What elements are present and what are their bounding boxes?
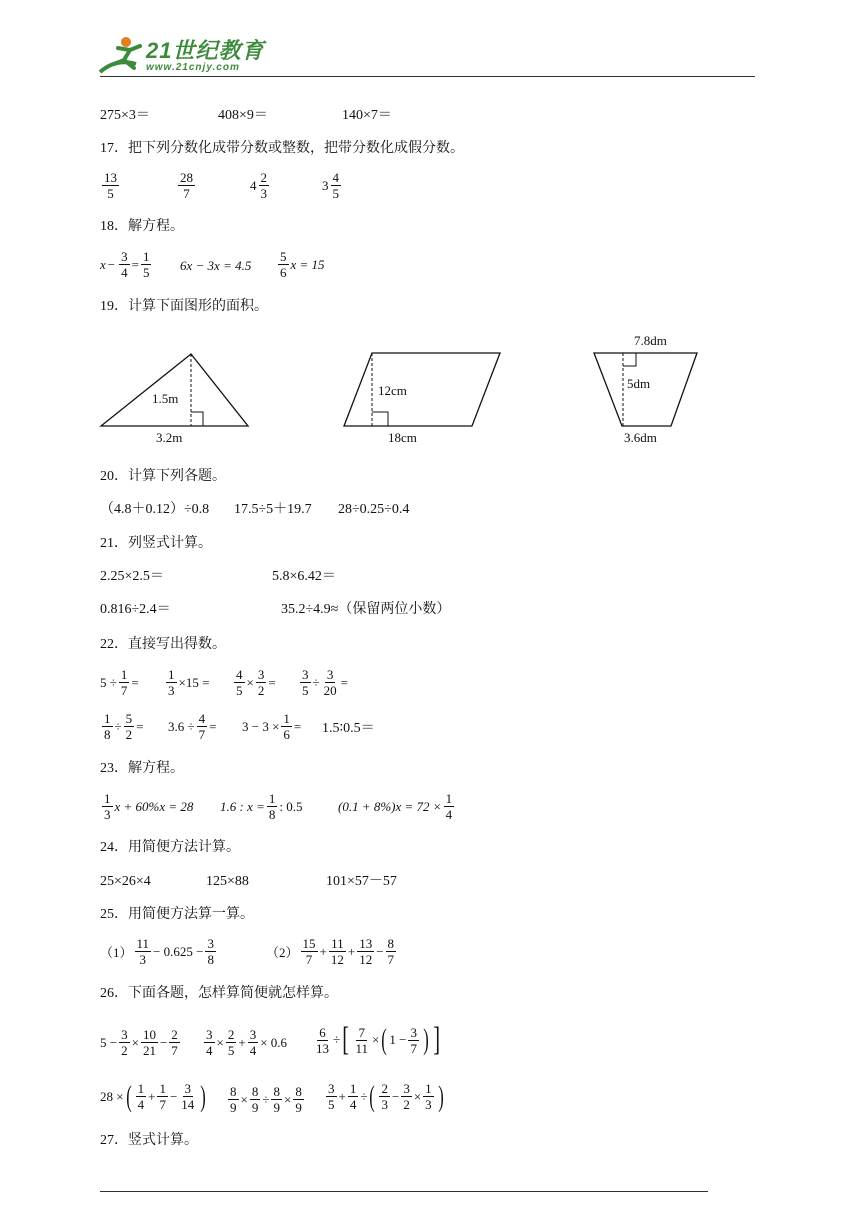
trapezoid-bottom-label: 3.6dm — [624, 430, 657, 445]
q25-part-2: （2） $\frac{15}{7}$ + $\frac{11}{12}$ + $\frac{13}{12}$ − $\frac{8}{7}$ — [266, 936, 395, 967]
q23-equation-3: (0.1 + 8%)x = 72 × $\frac{1}{4}$ — [338, 791, 453, 822]
q20-item-2: 17.5÷5＋19.7 — [234, 502, 312, 517]
q16-item-1: 275×3＝ — [100, 108, 150, 123]
q26-item-3: $\frac{6}{13}$ ÷ [ $\frac{7}{11}$ × ( 1 − $\frac{3}{7}$ ) ] — [316, 1021, 440, 1058]
q18-equation-2: 6x − 3x = 4.5 — [180, 258, 252, 273]
q26-item-4: 28 × ( $\frac{1}{4}$ + $\frac{1}{7}$ − $\frac{3}{14}$ ) — [100, 1079, 207, 1113]
parallelogram-shape — [344, 353, 500, 426]
trapezoid-top-label: 7.8dm — [634, 333, 667, 348]
q17-fraction-1: $\frac{13}{5}$ — [104, 170, 117, 201]
q22-item-5: $\frac{1}{8}$ ÷ $\frac{5}{2}$ = — [104, 711, 144, 742]
q23-equation-1: $\frac{1}{3}$ x + 60%x = 28 — [104, 791, 194, 822]
q26-item-5: $\frac{8}{9}$ × $\frac{8}{9}$ ÷ $\frac{8}{9}$ × $\frac{8}{9}$ — [230, 1084, 302, 1115]
q22-item-3: $\frac{4}{5}$ × $\frac{3}{2}$ = — [236, 667, 276, 698]
q20-title: 20．计算下列各题。 — [100, 469, 226, 484]
q21-item-3: 0.816÷2.4＝ — [100, 602, 171, 617]
q22-item-7: 3 − 3 × $\frac{1}{6}$ = — [242, 711, 302, 742]
q26-item-2: $\frac{3}{4}$ × $\frac{2}{5}$ + $\frac{3}{4}$ × 0.6 — [206, 1027, 288, 1058]
q18-equation-3: $\frac{5}{6}$ x = 15 — [280, 249, 325, 280]
triangle-base-label: 3.2m — [156, 430, 183, 445]
logo-url: www.21cnjy.com — [146, 62, 240, 73]
triangle-shape — [101, 354, 248, 426]
q16-item-2: 408×9＝ — [218, 108, 268, 123]
q20-item-3: 28÷0.25÷0.4 — [338, 502, 410, 517]
q22-item-8: 1.5∶0.5＝ — [322, 721, 375, 736]
q26-item-6: $\frac{3}{5}$ + $\frac{1}{4}$ ÷ ( $\frac{2}{3}$ − $\frac{3}{2}$ × $\frac{1}{3}$ ) — [328, 1079, 444, 1113]
q17-title: 17．把下列分数化成带分数或整数，把带分数化成假分数。 — [100, 141, 464, 156]
q16-item-3: 140×7＝ — [342, 108, 392, 123]
q20-item-1: （4.8＋0.12）÷0.8 — [100, 502, 210, 517]
q18-equation-1: x − $\frac{3}{4}$ = $\frac{1}{5}$ — [100, 249, 150, 280]
q24-title: 24．用简便方法计算。 — [100, 840, 240, 855]
q17-mixed-2: 3 $\frac{4}{5}$ — [322, 170, 339, 201]
q23-equation-2: 1.6 : x = $\frac{1}{8}$ : 0.5 — [220, 791, 303, 822]
q25-part-1: （1） $\frac{11}{3}$ − 0.625 − $\frac{3}{8}$ — [100, 936, 214, 967]
q21-item-2: 5.8×6.42＝ — [272, 569, 336, 584]
q22-item-6: 3.6 ÷ $\frac{4}{7}$ = — [168, 711, 217, 742]
trapezoid-height-label: 5dm — [627, 376, 651, 391]
q21-item-1: 2.25×2.5＝ — [100, 569, 164, 584]
parallelogram-height-label: 12cm — [378, 383, 407, 398]
footer-divider — [100, 1191, 708, 1192]
q23-title: 23．解方程。 — [100, 761, 184, 776]
parallelogram-base-label: 18cm — [388, 430, 417, 445]
q26-title: 26．下面各题，怎样算简便就怎样算。 — [100, 986, 338, 1001]
logo-text: 21世纪教育 — [146, 38, 265, 63]
q17-mixed-1: 4 $\frac{2}{3}$ — [250, 170, 267, 201]
q18-title: 18．解方程。 — [100, 219, 184, 234]
q27-title: 27．竖式计算。 — [100, 1133, 198, 1148]
q24-item-3: 101×57－57 — [326, 874, 397, 889]
q22-item-2: $\frac{1}{3}$ ×15 = — [168, 667, 210, 698]
q22-item-4: $\frac{3}{5}$ ÷ $\frac{3}{20}$ = — [302, 667, 348, 698]
q17-fraction-2: $\frac{28}{7}$ — [180, 170, 193, 201]
q24-item-1: 25×26×4 — [100, 874, 151, 889]
q19-title: 19．计算下面图形的面积。 — [100, 299, 268, 314]
q22-item-1: 5 ÷ $\frac{1}{7}$ = — [100, 667, 139, 698]
q25-title: 25．用简便方法算一算。 — [100, 907, 254, 922]
header-divider — [100, 76, 755, 77]
q22-title: 22．直接写出得数。 — [100, 637, 226, 652]
q21-title: 21．列竖式计算。 — [100, 536, 212, 551]
q24-item-2: 125×88 — [206, 874, 249, 889]
triangle-height-label: 1.5m — [152, 391, 179, 406]
q21-item-4: 35.2÷4.9≈（保留两位小数） — [281, 602, 451, 617]
q26-item-1: 5 − $\frac{3}{2}$ × $\frac{10}{21}$ − $\frac{2}{7}$ — [100, 1027, 178, 1058]
